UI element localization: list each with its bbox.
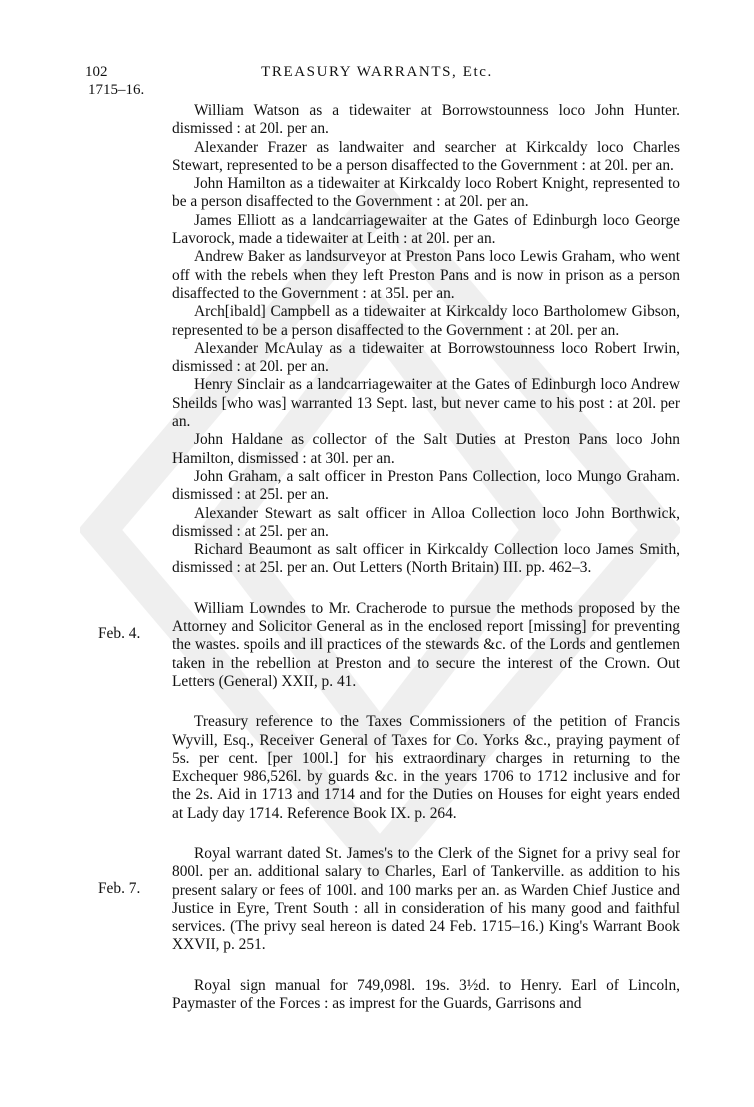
entry-hamilton: John Hamilton as a tidewaiter at Kirkcaldy loco Robert Knight, represented to be a person disaffected to the Government : at 20l. per an. (172, 175, 680, 211)
page-number: 102 (85, 64, 108, 80)
entry-frazer: Alexander Frazer as landwaiter and searcher at Kirkcaldy loco Charles Stewart, represented to be a person disaffected to the Government : at 20l. per an. (172, 138, 680, 174)
entry-campbell: Arch[ibald] Campbell as a tidewaiter at Kirkcaldy loco Bartholomew Gibson, represented to be a person disaffected to the Government : at 20l. per an. (172, 303, 680, 339)
entry-haldane: John Haldane as collector of the Salt Duties at Preston Pans loco John Hamilton, dismissed : at 30l. per an. (172, 431, 680, 467)
entry-graham: John Graham, a salt officer in Preston Pans Collection, loco Mungo Graham. dismissed : at 25l. per an. (172, 467, 680, 504)
entry-mcaulay: Alexander McAulay as a tidewaiter at Borrowstounness loco Robert Irwin, dismissed : at 20l. per an. (172, 339, 680, 376)
entry-wyvill: Treasury reference to the Taxes Commissioners of the petition of Francis Wyvill, Esq., Receiver General of Taxes for Co. Yorks &c., praying payment of 5s. per cent. [per 100l.] for his extraordinary charges in returning to the Exchequer 986,526l. by guards &c. in the years 1706 to 1712 inclusive and for the 2s. Aid in 1713 and 1714 and for the Duties on Houses for eight years ended at Lady day 1714. Reference Book IX. p. 264. (172, 713, 680, 822)
date-feb-4: Feb. 4. (98, 625, 141, 642)
entry-lowndes: William Lowndes to Mr. Cracherode to pursue the methods proposed by the Attorney and Solicitor General as in the enclosed report [missing] for preventing the wastes. spoils and ill practices of the stewards &c. of the Lords and gentlemen taken in the rebellion at Preston and to secure the interest of the Crown. Out Letters (General) XXII, p. 41. (172, 599, 680, 690)
date-feb-7: Feb. 7. (98, 880, 141, 897)
entry-watson: William Watson as a tidewaiter at Borrowstounness loco John Hunter. dismissed : at 20l. per an. (172, 102, 680, 138)
entry-elliott: James Elliott as a landcarriagewaiter at the Gates of Edinburgh loco George Lavorock, made a tidewaiter at Leith : at 20l. per an. (172, 211, 680, 248)
entry-sinclair: Henry Sinclair as a landcarriagewaiter at the Gates of Edinburgh loco Andrew Sheilds [who was] warranted 13 Sept. last, but never came to his post : at 20l. per an. (172, 376, 680, 431)
entry-stewart: Alexander Stewart as salt officer in Alloa Collection loco John Borthwick, dismissed : at 25l. per an. (172, 504, 680, 540)
entry-beaumont: Richard Beaumont as salt officer in Kirkcaldy Collection loco James Smith, dismissed : at 25l. per an. Out Letters (North Britain) III. pp. 462–3. (172, 541, 680, 577)
entry-royal-warrant: Royal warrant dated St. James's to the Clerk of the Signet for a privy seal for 800l. per an. additional salary to Charles, Earl of Tankerville. as addition to his present salary or fees of 100l. and 100 marks per an. as Warden Chief Justice and Justice in Eyre, Trent South : all in consideration of his many good and faithful services. (The privy seal hereon is dated 24 Feb. 1715–16.) King's Warrant Book XXVII, p. 251. (172, 844, 680, 954)
running-title: TREASURY WARRANTS, Etc. (261, 64, 493, 80)
year-range-label: 1715–16. (88, 82, 145, 98)
entries-column (172, 102, 680, 1013)
entry-baker: Andrew Baker as landsurveyor at Preston Pans loco Lewis Graham, who went off with the rebels when they left Preston Pans and is now in prison as a person disaffected to the Government : at 35l. per an. (172, 248, 680, 302)
entry-sign-manual: Royal sign manual for 749,098l. 19s. 3½d. to Henry. Earl of Lincoln, Paymaster of the Forces : as imprest for the Guards, Garrisons and (172, 976, 680, 1013)
